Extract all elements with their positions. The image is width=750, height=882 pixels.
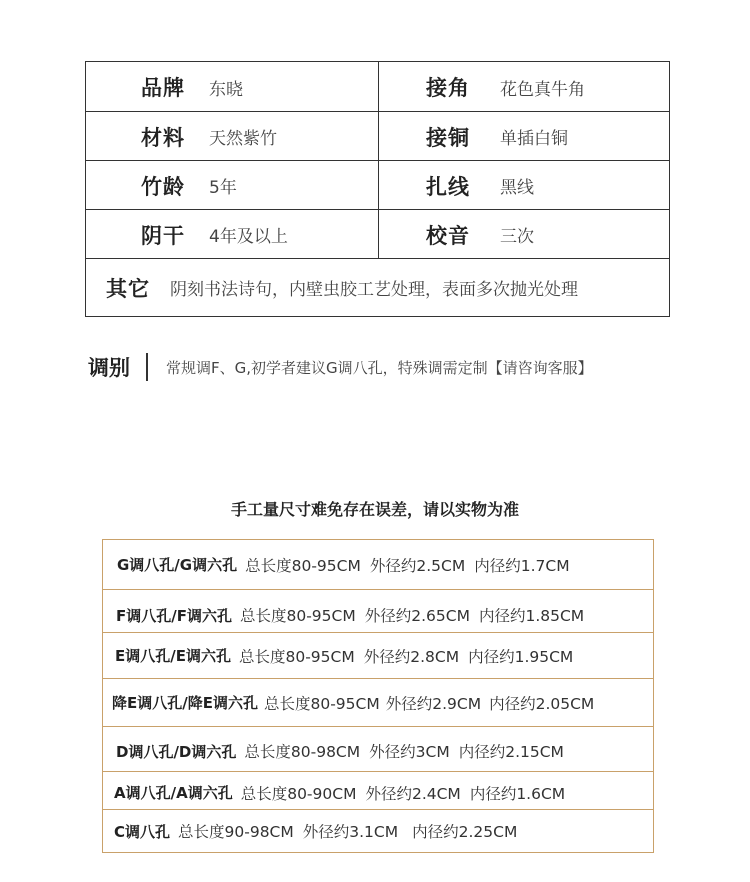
size-model: C调八孔 xyxy=(114,822,171,841)
spec-row xyxy=(86,62,669,112)
size-title: 手工量尺寸难免存在误差，请以实物为准 xyxy=(230,500,519,519)
size-outer-diameter: 外径约2.5CM xyxy=(369,556,466,575)
size-model: G调八孔/G调六孔 xyxy=(117,556,238,574)
size-row xyxy=(103,632,653,678)
spec-label: 校音 xyxy=(426,222,470,248)
size-row xyxy=(103,771,653,809)
spec-label: 材料 xyxy=(141,124,185,150)
spec-value: 天然紫竹 xyxy=(209,129,277,149)
size-length: 总长度80-98CM xyxy=(244,743,361,761)
tuning-label: 调别 xyxy=(88,355,130,380)
size-length: 总长度80-95CM xyxy=(245,556,361,575)
spec-value: 黑线 xyxy=(500,178,534,198)
tuning-text: 常规调F、G,初学者建议G调八孔，特殊调需定制【请咨询客服】 xyxy=(166,358,593,377)
spec-value: 花色真牛角 xyxy=(500,79,585,100)
size-inner-diameter: 内径约1.85CM xyxy=(478,607,585,625)
spec-cell-copper xyxy=(379,112,669,161)
size-inner-diameter: 内径约2.05CM xyxy=(489,694,595,713)
spec-row xyxy=(86,111,669,161)
spec-cell-drying xyxy=(86,210,379,259)
size-outer-diameter: 外径约2.9CM xyxy=(385,694,482,713)
spec-label: 接角 xyxy=(426,75,470,100)
spec-label: 扎线 xyxy=(426,173,470,199)
size-model: F调八孔/F调六孔 xyxy=(116,606,232,625)
size-outer-diameter: 外径约3.1CM xyxy=(302,823,399,841)
spec-label: 品牌 xyxy=(141,75,185,100)
size-length: 总长度80-95CM xyxy=(238,647,355,666)
spec-label: 其它 xyxy=(106,275,150,301)
size-inner-diameter: 内径约2.25CM xyxy=(412,823,518,841)
size-outer-diameter: 外径约2.65CM xyxy=(364,607,470,625)
size-model: 降E调八孔/降E调六孔 xyxy=(112,694,258,712)
size-length: 总长度80-90CM xyxy=(240,784,357,803)
spec-value: 5年 xyxy=(209,178,237,198)
size-inner-diameter: 内径约1.6CM xyxy=(469,784,566,803)
spec-value: 4年及以上 xyxy=(209,227,288,247)
size-row xyxy=(103,589,653,632)
spec-label: 竹龄 xyxy=(141,173,185,199)
size-model: D调八孔/D调六孔 xyxy=(116,742,237,761)
size-row xyxy=(103,540,653,589)
spec-cell-brand xyxy=(86,62,379,112)
spec-label: 接铜 xyxy=(426,124,470,150)
size-inner-diameter: 内径约2.15CM xyxy=(458,743,564,761)
tuning-divider xyxy=(146,353,148,381)
spec-cell-bamboo-age xyxy=(86,161,379,210)
size-outer-diameter: 外径约2.4CM xyxy=(365,784,461,803)
tuning-note xyxy=(88,350,593,384)
size-table xyxy=(102,539,654,853)
spec-value: 单插白铜 xyxy=(500,129,568,149)
spec-value: 东晓 xyxy=(209,79,243,100)
spec-value: 阴刻书法诗句，内壁虫胶工艺处理，表面多次抛光处理 xyxy=(170,280,578,300)
spec-cell-thread xyxy=(379,161,669,210)
size-model: A调八孔/A调六孔 xyxy=(114,784,233,802)
spec-cell-tuning-times xyxy=(379,210,669,259)
spec-table xyxy=(85,61,670,317)
size-length: 总长度90-98CM xyxy=(178,823,294,841)
size-outer-diameter: 外径约3CM xyxy=(369,743,450,761)
spec-cell-other xyxy=(86,259,669,316)
size-row xyxy=(103,809,653,852)
size-row xyxy=(103,678,653,726)
size-outer-diameter: 外径约2.8CM xyxy=(363,647,460,666)
spec-value: 三次 xyxy=(500,227,534,247)
spec-row xyxy=(86,160,669,210)
size-length: 总长度80-95CM xyxy=(239,607,356,625)
size-length: 总长度80-95CM xyxy=(263,694,380,713)
size-inner-diameter: 内径约1.7CM xyxy=(474,556,570,575)
spec-cell-material xyxy=(86,112,379,161)
size-inner-diameter: 内径约1.95CM xyxy=(468,647,574,666)
size-model: E调八孔/E调六孔 xyxy=(115,647,231,665)
spec-row xyxy=(86,209,669,259)
spec-row-other xyxy=(86,258,669,316)
size-row xyxy=(103,726,653,771)
spec-cell-horn xyxy=(379,62,669,112)
spec-label: 阴干 xyxy=(141,222,185,248)
